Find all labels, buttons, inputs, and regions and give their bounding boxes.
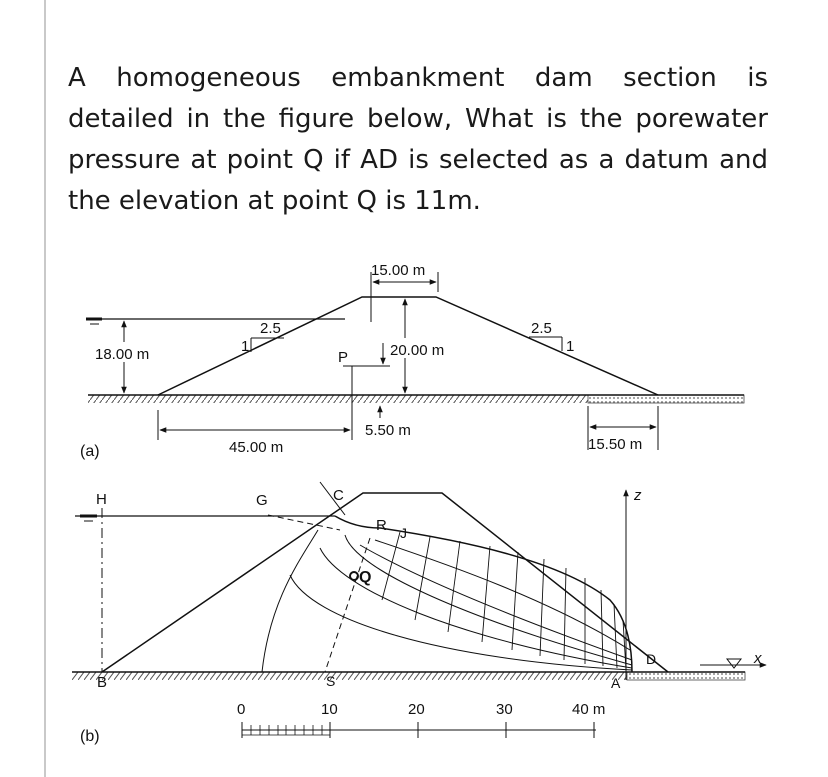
dam-height-label: 20.00 m	[390, 342, 445, 359]
ground-hatch-a	[88, 395, 588, 403]
point-p-label: P	[338, 349, 349, 366]
point-j-label: J	[400, 525, 407, 541]
upstream-slope-h: 2.5	[260, 320, 281, 337]
figure-b	[72, 482, 766, 745]
upstream-slope-v: 1	[241, 338, 250, 355]
upstream-width-label: 45.00 m	[229, 439, 284, 456]
point-s-label: S	[326, 673, 336, 689]
tailwater-symbol	[727, 659, 741, 668]
point-d-label: D	[646, 651, 657, 667]
filter-length-label: 15.50 m	[588, 436, 643, 453]
downstream-slope-v: 1	[566, 338, 575, 355]
point-b-label: B	[97, 674, 108, 691]
figure-a	[80, 262, 744, 460]
flow-line-dashed	[325, 538, 370, 672]
panel-b-label: (b)	[80, 728, 100, 745]
question-text: A homogeneous embankment dam section is detailed in the figure below, What is the porewater pressure at point Q if AD is selected as a datum and the elevation at point Q is 11m.	[68, 63, 768, 216]
point-r-label: R	[376, 517, 387, 534]
point-a-label: A	[611, 675, 621, 691]
panel-a-label: (a)	[80, 443, 100, 460]
point-c-label: C	[333, 487, 344, 504]
z-axis-label: z	[634, 487, 642, 504]
scale-tick-40: 40 m	[572, 701, 606, 718]
scale-tick-30: 30	[496, 701, 513, 718]
scale-tick-10: 10	[321, 701, 338, 718]
scale-tick-0: 0	[237, 701, 246, 718]
scale-bar	[237, 701, 605, 738]
filter-b	[627, 672, 745, 680]
phreatic-line	[335, 516, 632, 672]
downstream-slope-h: 2.5	[531, 320, 552, 337]
crest-width-label: 15.00 m	[371, 262, 426, 279]
scale-tick-20: 20	[408, 701, 425, 718]
point-h-label: H	[96, 491, 107, 508]
gc-dashed-line	[268, 515, 340, 530]
filter-a	[588, 395, 744, 403]
point-q-label: Q	[359, 569, 372, 586]
p-offset-label: 5.50 m	[365, 422, 411, 439]
x-axis-label: x	[754, 650, 762, 667]
point-g-label: G	[256, 492, 268, 509]
flow-lines	[262, 530, 632, 672]
ground-hatch-b	[72, 672, 627, 680]
water-depth-label: 18.00 m	[95, 346, 150, 363]
